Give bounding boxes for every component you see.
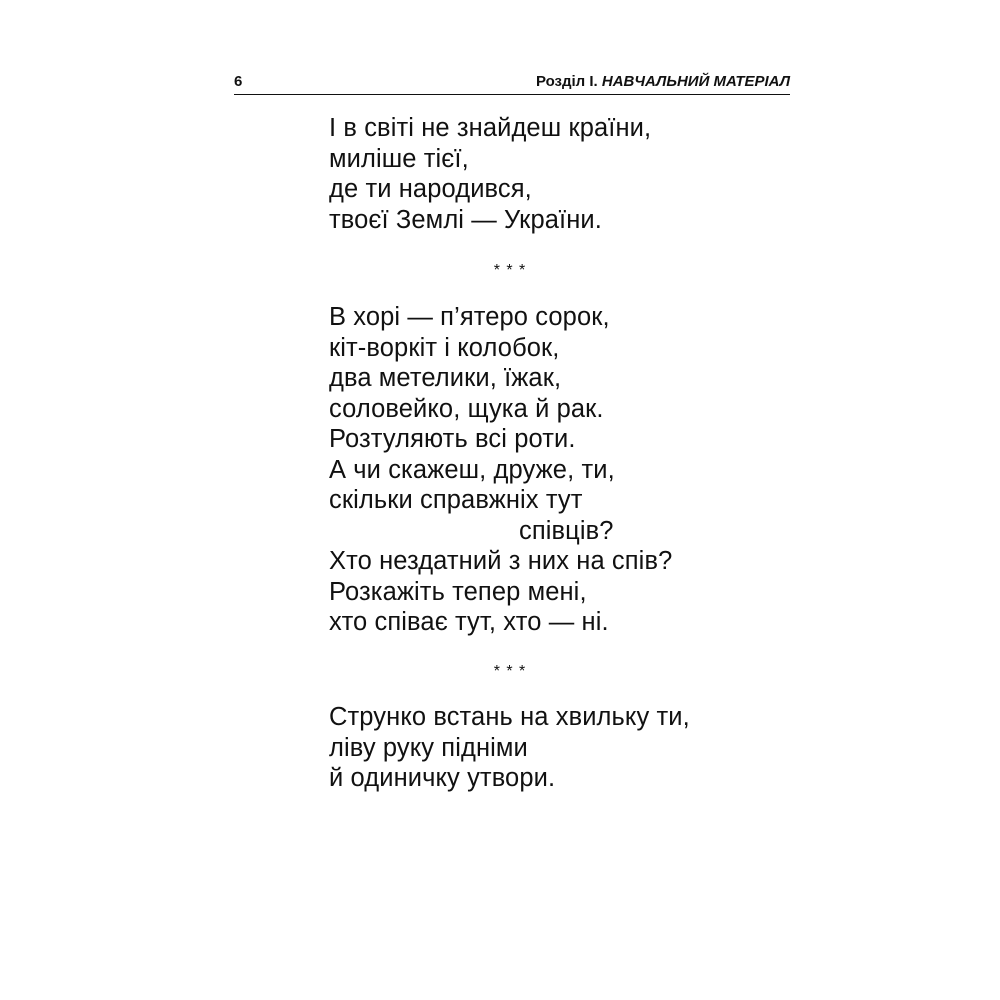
poem-line: й одиничку утвори.	[329, 764, 556, 792]
section-title: НАВЧАЛЬНИЙ МАТЕРІАЛ	[601, 73, 790, 90]
poem-stanza-2	[329, 302, 672, 638]
poem-line: соловейко, щука й рак.	[329, 394, 604, 423]
asterism-separator: * * *	[493, 262, 527, 279]
poem-line: А чи скажеш, друже, ти,	[329, 455, 615, 484]
page-header	[234, 72, 790, 95]
poem-line: Хто нездатний з них на спів?	[329, 547, 673, 575]
running-head	[536, 72, 790, 92]
poem-line: твоєї Землі — України.	[329, 205, 602, 234]
poem-line-indented: співців?	[519, 516, 614, 545]
poem-line: ліву руку підніми	[329, 733, 528, 762]
poem-line: Розтуляють всі роти.	[329, 425, 576, 453]
poem-line: кіт-воркіт і колобок,	[329, 333, 560, 362]
poem-line: І в світі не знайдеш країни,	[329, 114, 652, 142]
poem-line: милiше тієї,	[329, 144, 469, 173]
section-label: Розділ І.	[535, 73, 598, 90]
poem-line: два метелики, їжак,	[329, 364, 562, 392]
poem-line: де ти народився,	[329, 175, 532, 203]
poem-line: хто співає тут, хто — ні.	[329, 608, 609, 636]
poem-line: Розкажіть тепер мені,	[329, 577, 587, 606]
poem-stanza-3	[329, 702, 690, 794]
poem-stanza-1	[329, 113, 651, 235]
poem-line: скільки справжніх тут	[329, 486, 583, 514]
poem-line: Струнко встань на хвильку ти,	[329, 703, 690, 731]
asterism-separator: * * *	[493, 663, 527, 680]
poem-line: В хорі — п’ятеро сорок,	[329, 303, 610, 331]
page-number: 6	[234, 73, 243, 90]
